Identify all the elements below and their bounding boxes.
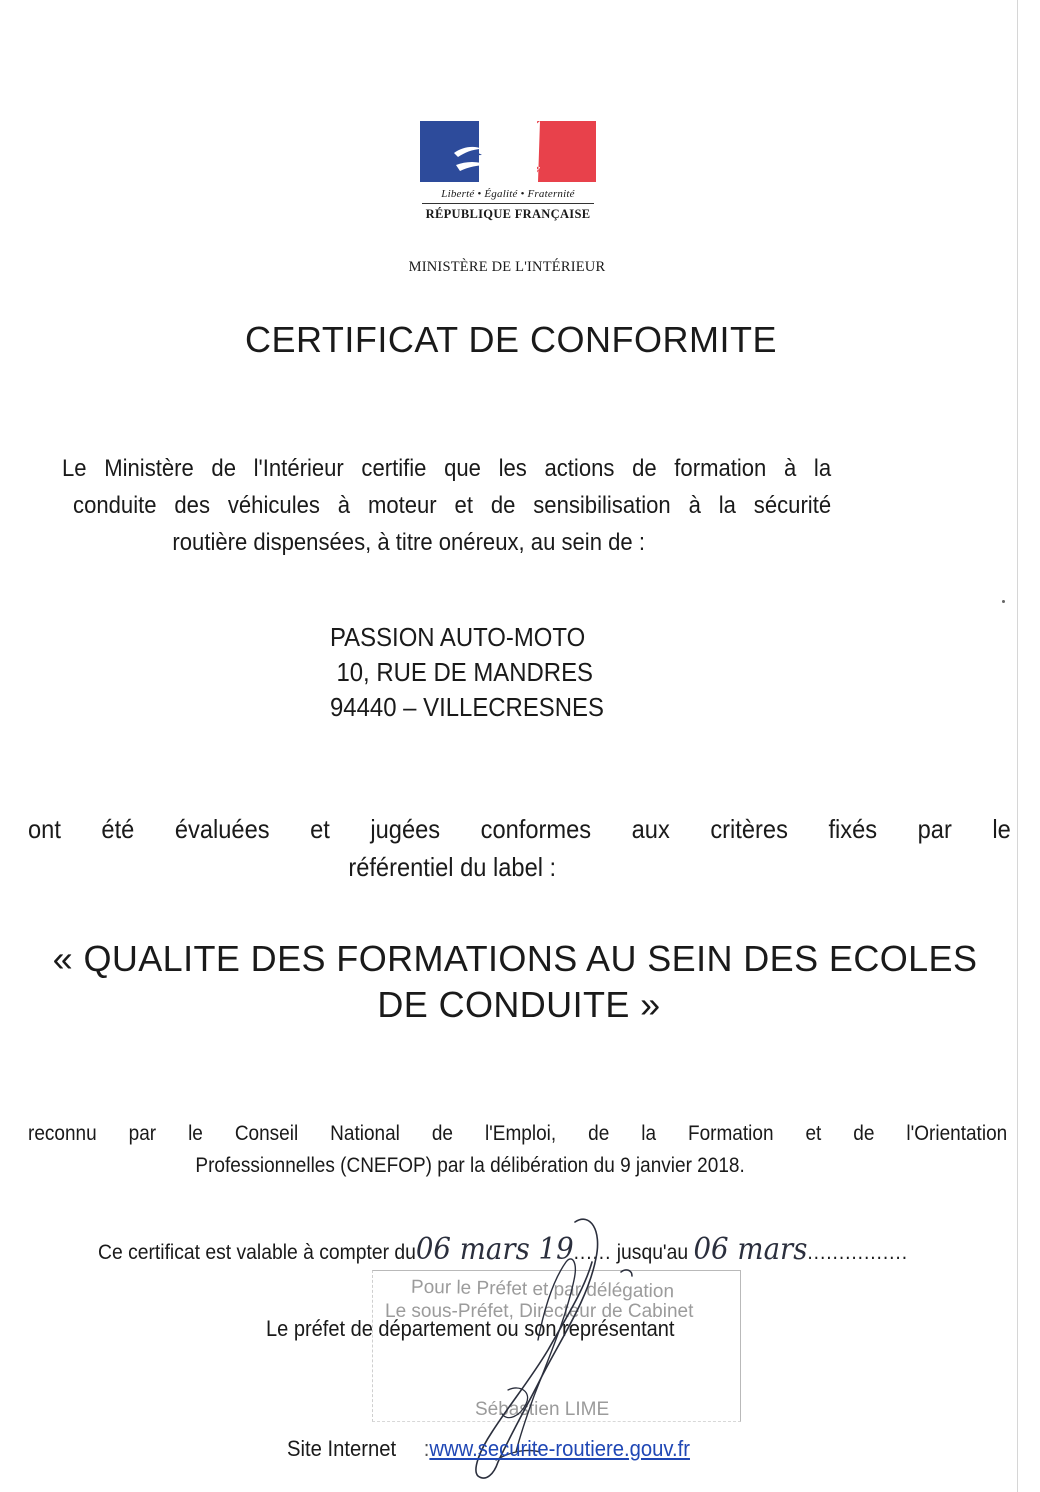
label-title xyxy=(0,936,1030,1028)
stamp-signatory: Sébastien LIME xyxy=(475,1399,610,1420)
school-street: 10, RUE DE MANDRES xyxy=(336,657,593,687)
page-edge xyxy=(1017,0,1018,1492)
recognition-line: Professionnelles (CNEFOP) par la délibération du 9 janvier 2018. xyxy=(195,1154,745,1177)
tricolor-flag xyxy=(420,121,596,182)
scan-speck xyxy=(1002,600,1005,603)
dotted-fill: ................ xyxy=(807,1241,908,1264)
school-name: PASSION AUTO-MOTO xyxy=(330,622,586,652)
intro-paragraph xyxy=(62,450,831,561)
dotted-fill: ...... xyxy=(573,1241,612,1264)
website-line xyxy=(287,1436,690,1462)
validity-middle: jusqu'au xyxy=(616,1241,689,1264)
intro-line: routière dispensées, à titre onéreux, au sein de : xyxy=(172,529,645,556)
evaluation-line: référentiel du label : xyxy=(348,852,557,882)
website-label: Site Internet xyxy=(287,1436,397,1461)
ministry-name: MINISTÈRE DE L'INTÉRIEUR xyxy=(408,259,606,275)
intro-line: conduite des véhicules à moteur et de sensibilisation à la sécurité xyxy=(73,492,832,519)
recognition-line: reconnu par le Conseil National de l'Emploi, de la Formation et de l'Orientation xyxy=(28,1122,1008,1145)
motto-divider xyxy=(422,203,594,204)
stamp-line: Pour le Préfet et par délégation xyxy=(410,1276,675,1303)
validity-prefix: Ce certificat est valable à compter du xyxy=(98,1241,416,1264)
republic-name: RÉPUBLIQUE FRANÇAISE xyxy=(425,207,591,221)
school-address xyxy=(330,620,604,725)
certificate-title: CERTIFICAT DE CONFORMITE xyxy=(244,319,777,360)
website-link[interactable]: www.securite-routiere.gouv.fr xyxy=(429,1436,690,1461)
label-title-line: DE CONDUITE » xyxy=(377,984,661,1025)
marianne-profile-icon xyxy=(420,121,596,182)
motto: Liberté • Égalité • Fraternité xyxy=(441,188,575,200)
recognition-paragraph xyxy=(28,1118,1007,1182)
stamp-line: Le sous-Préfet, Directeur de Cabinet xyxy=(385,1301,694,1322)
handwritten-end-date: 06 mars xyxy=(693,1232,808,1267)
label-title-line: « QUALITE DES FORMATIONS AU SEIN DES ECOLES xyxy=(52,938,978,979)
website-separator: : xyxy=(423,1436,430,1461)
prefect-line: Le préfet de département ou son représentant xyxy=(266,1316,675,1341)
validity-line xyxy=(98,1232,908,1267)
evaluation-paragraph xyxy=(28,810,1011,886)
intro-line: Le Ministère de l'Intérieur certifie que les actions de formation à la xyxy=(62,455,832,482)
handwritten-start-date: 06 mars 19 xyxy=(415,1232,574,1267)
evaluation-line: ont été évaluées et jugées conformes aux critères fixés par le xyxy=(28,814,1011,844)
marianne-logo xyxy=(420,121,596,222)
prefecture-stamp xyxy=(372,1270,741,1422)
school-city: 94440 – VILLECRESNES xyxy=(330,692,604,722)
